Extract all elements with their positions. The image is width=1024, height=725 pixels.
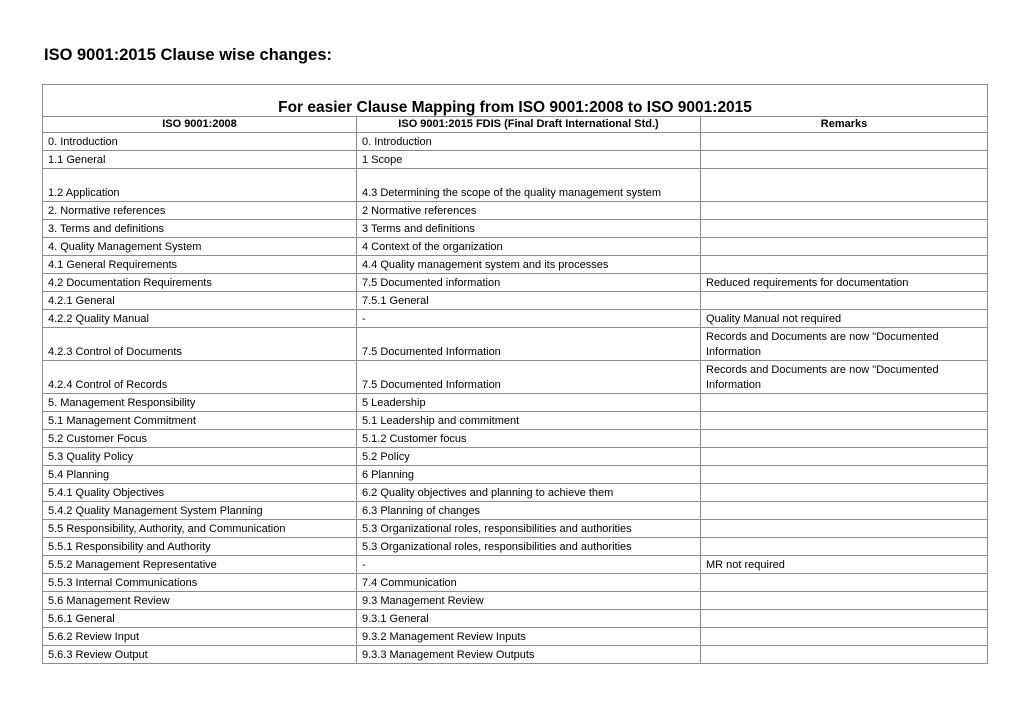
cell-iso-2015: 4.3 Determining the scope of the quality management system	[357, 169, 701, 202]
cell-iso-2008: 5.4 Planning	[43, 466, 357, 484]
cell-iso-2015: 9.3 Management Review	[357, 592, 701, 610]
column-header-remarks: Remarks	[701, 117, 988, 133]
cell-remarks: Quality Manual not required	[701, 310, 988, 328]
cell-iso-2015: 0. Introduction	[357, 133, 701, 151]
cell-iso-2008: 4.2.4 Control of Records	[43, 361, 357, 394]
table-row	[43, 592, 988, 610]
cell-iso-2008: 5.6.2 Review Input	[43, 628, 357, 646]
cell-iso-2008: 1.1 General	[43, 151, 357, 169]
table-row	[43, 310, 988, 328]
table-row	[43, 394, 988, 412]
cell-remarks: MR not required	[701, 556, 988, 574]
cell-iso-2008: 5.6.1 General	[43, 610, 357, 628]
table-row	[43, 610, 988, 628]
table-row	[43, 502, 988, 520]
table-row	[43, 430, 988, 448]
cell-remarks	[701, 448, 988, 466]
table-row	[43, 220, 988, 238]
cell-iso-2008: 5.4.1 Quality Objectives	[43, 484, 357, 502]
cell-iso-2015: 3 Terms and definitions	[357, 220, 701, 238]
cell-remarks	[701, 394, 988, 412]
cell-remarks	[701, 574, 988, 592]
table-row	[43, 466, 988, 484]
cell-remarks	[701, 292, 988, 310]
cell-iso-2015: 9.3.1 General	[357, 610, 701, 628]
column-header-iso-2015: ISO 9001:2015 FDIS (Final Draft International Std.)	[357, 117, 701, 133]
document-heading: ISO 9001:2015 Clause wise changes:	[44, 46, 332, 64]
cell-iso-2008: 5.3 Quality Policy	[43, 448, 357, 466]
cell-iso-2015: 7.5.1 General	[357, 292, 701, 310]
cell-remarks	[701, 610, 988, 628]
cell-iso-2015: -	[357, 310, 701, 328]
column-header-iso-2008: ISO 9001:2008	[43, 117, 357, 133]
cell-remarks	[701, 133, 988, 151]
cell-remarks	[701, 220, 988, 238]
cell-iso-2015: 9.3.3 Management Review Outputs	[357, 646, 701, 664]
table-row	[43, 328, 988, 361]
cell-remarks: Reduced requirements for documentation	[701, 274, 988, 292]
table-row	[43, 556, 988, 574]
cell-iso-2015: 5.3 Organizational roles, responsibilities and authorities	[357, 538, 701, 556]
table-row	[43, 361, 988, 394]
table-caption-row	[43, 85, 988, 117]
cell-remarks	[701, 202, 988, 220]
cell-iso-2015: 2 Normative references	[357, 202, 701, 220]
cell-iso-2008: 5.4.2 Quality Management System Planning	[43, 502, 357, 520]
cell-remarks	[701, 628, 988, 646]
cell-iso-2008: 4.1 General Requirements	[43, 256, 357, 274]
cell-iso-2008: 4.2.1 General	[43, 292, 357, 310]
cell-remarks: Records and Documents are now "Documented Information	[701, 361, 988, 394]
cell-remarks	[701, 151, 988, 169]
table-row	[43, 538, 988, 556]
cell-iso-2008: 5.5.2 Management Representative	[43, 556, 357, 574]
clause-mapping-table	[42, 84, 988, 664]
cell-iso-2008: 5.5.3 Internal Communications	[43, 574, 357, 592]
cell-iso-2015: 4.4 Quality management system and its processes	[357, 256, 701, 274]
cell-iso-2015: 4 Context of the organization	[357, 238, 701, 256]
cell-iso-2015: 9.3.2 Management Review Inputs	[357, 628, 701, 646]
table-row	[43, 520, 988, 538]
table-row	[43, 484, 988, 502]
cell-remarks	[701, 412, 988, 430]
cell-iso-2008: 2. Normative references	[43, 202, 357, 220]
cell-remarks	[701, 238, 988, 256]
cell-iso-2015: 7.4 Communication	[357, 574, 701, 592]
table-row	[43, 169, 988, 202]
table-row	[43, 628, 988, 646]
cell-iso-2015: 5.2 Policy	[357, 448, 701, 466]
cell-iso-2008: 5.6 Management Review	[43, 592, 357, 610]
cell-iso-2008: 3. Terms and definitions	[43, 220, 357, 238]
cell-iso-2008: 5.6.3 Review Output	[43, 646, 357, 664]
cell-iso-2008: 5.5.1 Responsibility and Authority	[43, 538, 357, 556]
table-row	[43, 448, 988, 466]
cell-iso-2008: 4.2.3 Control of Documents	[43, 328, 357, 361]
cell-remarks	[701, 646, 988, 664]
cell-remarks	[701, 592, 988, 610]
table-row	[43, 151, 988, 169]
table-row	[43, 133, 988, 151]
cell-iso-2015: -	[357, 556, 701, 574]
cell-iso-2015: 7.5 Documented Information	[357, 328, 701, 361]
table-row	[43, 238, 988, 256]
cell-remarks	[701, 520, 988, 538]
cell-iso-2015: 5.3 Organizational roles, responsibilities and authorities	[357, 520, 701, 538]
table-row	[43, 412, 988, 430]
cell-iso-2015: 7.5 Documented information	[357, 274, 701, 292]
table-row	[43, 274, 988, 292]
cell-iso-2015: 6.2 Quality objectives and planning to achieve them	[357, 484, 701, 502]
cell-iso-2008: 1.2 Application	[43, 169, 357, 202]
cell-iso-2015: 5 Leadership	[357, 394, 701, 412]
cell-iso-2008: 4. Quality Management System	[43, 238, 357, 256]
cell-iso-2015: 6 Planning	[357, 466, 701, 484]
table-title: For easier Clause Mapping from ISO 9001:2008 to ISO 9001:2015	[43, 85, 988, 117]
cell-remarks	[701, 538, 988, 556]
cell-remarks	[701, 484, 988, 502]
cell-iso-2015: 1 Scope	[357, 151, 701, 169]
table-body	[43, 133, 988, 664]
cell-iso-2008: 5.1 Management Commitment	[43, 412, 357, 430]
cell-iso-2015: 6.3 Planning of changes	[357, 502, 701, 520]
table-row	[43, 574, 988, 592]
cell-remarks	[701, 430, 988, 448]
cell-iso-2008: 5. Management Responsibility	[43, 394, 357, 412]
cell-iso-2015: 7.5 Documented Information	[357, 361, 701, 394]
cell-iso-2015: 5.1.2 Customer focus	[357, 430, 701, 448]
cell-iso-2008: 0. Introduction	[43, 133, 357, 151]
cell-iso-2008: 5.2 Customer Focus	[43, 430, 357, 448]
table-row	[43, 202, 988, 220]
cell-iso-2008: 4.2.2 Quality Manual	[43, 310, 357, 328]
cell-iso-2008: 5.5 Responsibility, Authority, and Communication	[43, 520, 357, 538]
table-row	[43, 292, 988, 310]
cell-iso-2015: 5.1 Leadership and commitment	[357, 412, 701, 430]
table-row	[43, 646, 988, 664]
cell-iso-2008: 4.2 Documentation Requirements	[43, 274, 357, 292]
cell-remarks	[701, 466, 988, 484]
cell-remarks: Records and Documents are now "Documented Information	[701, 328, 988, 361]
table-row	[43, 256, 988, 274]
cell-remarks	[701, 502, 988, 520]
cell-remarks	[701, 256, 988, 274]
table-header-row	[43, 117, 988, 133]
cell-remarks	[701, 169, 988, 202]
